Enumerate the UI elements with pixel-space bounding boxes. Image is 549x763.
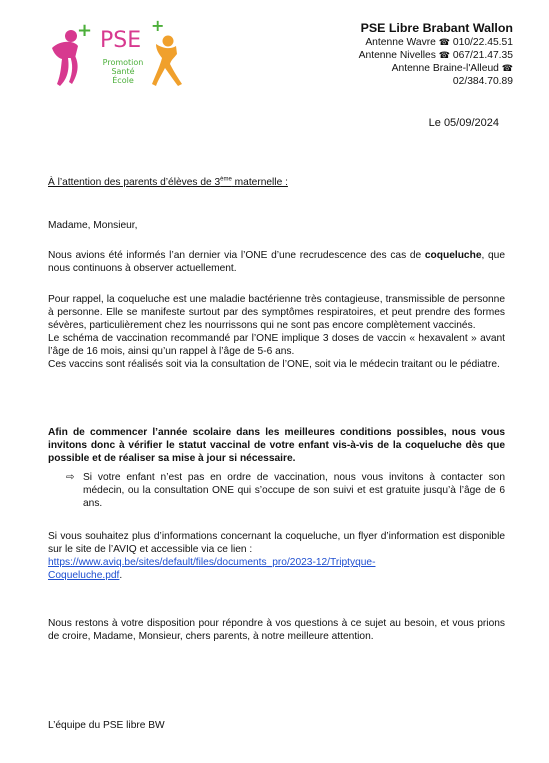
telephone-icon: ☎ [438,50,450,60]
bullet-text: Si votre enfant n’est pas en ordre de vaccination, nous vous invitons à contacter son médecin, ou la consultation ONE qui s’occupe de son suivi et est gratuite jusqu’à l’âge de 6 ans. [83,472,505,509]
paragraph-info [48,293,505,371]
link-period: . [119,570,123,581]
antenna-wavre [253,36,513,49]
recipient-line [48,176,505,189]
paragraph-more-info [48,530,505,582]
antenna-braine [253,62,513,75]
antenna-phone: 010/22.45.51 [452,37,513,48]
info-sentence-2: Le schéma de vaccination recommandé par l’ONE implique 3 doses de vaccin « hexavalent » avant l’âge de 16 mois, ainsi qu’un rappel à l’âge de 5-6 ans. [48,333,505,357]
logo-title: PSE [100,28,142,53]
recipient-superscript: ème [220,176,232,183]
logo-line-1: Promotion [102,58,144,67]
intro-text: Nous avions été informés l’an dernier via l’ONE d’une recrudescence des cas de [48,250,425,261]
telephone-icon: ☎ [501,63,513,73]
more-info-text: Si vous souhaitez plus d’informations concernant la coqueluche, un flyer d’information est disponible sur le site de l’AVIQ et accessible via ce lien : [48,531,505,555]
antenna-phone: 067/21.47.35 [452,50,513,61]
paragraph-call-to-action: Afin de commencer l’année scolaire dans les meilleures conditions possibles, nous vous invitons donc à vérifier le statut vaccinal de votre enfant vis-à-vis de la coqueluche dès que possible et de réaliser sa mise à jour si nécessaire. [48,427,505,464]
info-sentence-3: Ces vaccins sont réalisés soit via la consultation de l’ONE, soit via le médecin traitant ou le pédiatre. [48,359,500,370]
antenna-label: Antenne Braine-l'Alleud [391,63,499,74]
antenna-label: Antenne Wavre [365,37,436,48]
letter-date [429,117,499,129]
recipient-text: À l’attention des parents d’élèves de 3 [48,177,221,188]
intro-text-end: , que nous continuons à observer actuellement. [48,250,505,274]
antenna-nivelles [253,49,513,62]
logo-line-2: Santé [111,67,135,76]
pse-logo-graphic [44,14,204,92]
plus-icon-right: + [151,16,165,35]
orange-figure-icon [152,36,182,87]
logo-line-3: École [112,76,134,85]
antenna-label: Antenne Nivelles [358,50,436,61]
intro-bold-word: coqueluche [424,250,482,261]
arrow-right-icon: ⇨ [66,472,75,483]
paragraph-closing: Nous restons à votre disposition pour répondre à vos questions à ce sujet au besoin, et vous prions de croire, Madame, Monsieur, chers parents, à notre meilleure attention. [48,618,505,642]
date-value: 05/09/2024 [443,117,499,129]
pink-figure-icon [52,30,78,86]
paragraph-intro [48,249,505,275]
date-prefix: Le [428,117,441,129]
telephone-icon: ☎ [438,37,450,47]
contact-header [253,20,513,88]
info-sentence-1: Pour rappel, la coqueluche est une maladie bactérienne très contagieuse, transmissible de personne à personne. Elle se manifeste surtout par des symptômes respiratoires, et peut prendre des formes sévères, particulièrement chez les nourrissons qui ne sont pas encore complètement vaccinés. [48,294,505,331]
pse-logo [44,14,204,92]
aviq-link-part-2[interactable]: Coqueluche.pdf [48,570,120,581]
antenna-braine-phone: 02/384.70.89 [452,76,513,87]
aviq-link-block [48,556,505,582]
salutation: Madame, Monsieur, [48,220,138,231]
plus-icon: + [77,20,93,41]
aviq-link-part-1[interactable]: https://www.aviq.be/sites/default/files/documents_pro/2023-12/Triptyque- [48,557,376,568]
signature: L’équipe du PSE libre BW [48,720,165,731]
recipient-text-end: maternelle : [231,177,288,188]
bullet-item [67,471,505,510]
org-name: PSE Libre Brabant Wallon [360,21,513,35]
